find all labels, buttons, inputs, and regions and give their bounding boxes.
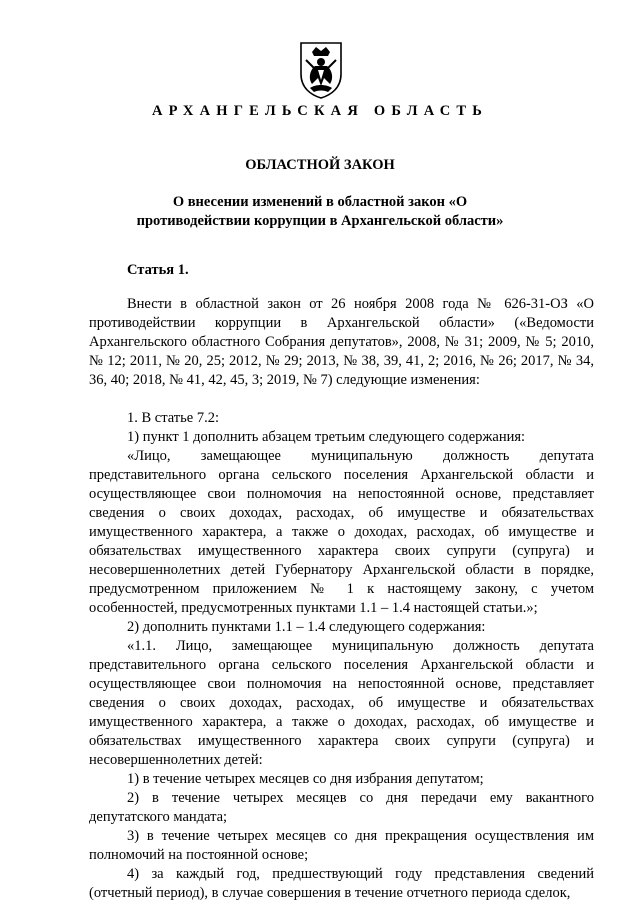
paragraph: «1.1. Лицо, замещающее муниципальную должность депутата представительного органа сельского поселения Архангельской области и осуществляющее свои полномочия на непостоянной основе, представляет сведения о своих доходах, расходах, об имуществе и обязательствах имущественного характера, а также о доходах, расходах, об имуществе и обязательствах имущественного характера своих супруги (супруга) и несовершеннолетних детей: (89, 638, 594, 768)
paragraph: 2) дополнить пунктами 1.1 – 1.4 следующего содержания: (127, 619, 486, 635)
coat-of-arms-emblem (298, 40, 344, 100)
paragraph: 3) в течение четырех месяцев со дня прекращения осуществления им полномочий на постоянной основе; (89, 828, 594, 863)
paragraph: 2) в течение четырех месяцев со дня передачи ему вакантного депутатского мандата; (89, 790, 594, 825)
paragraph: 1) пункт 1 дополнить абзацем третьим следующего содержания: (127, 429, 526, 445)
law-type-heading: ОБЛАСТНОЙ ЗАКОН (245, 157, 395, 173)
paragraph: Внести в областной закон от 26 ноября 2008 года № 626-31-ОЗ «О противодействии коррупции в Архангельской области» («Ведомости Архангельского областного Собрания депутатов», 2008, № 31; 2009, № 5; 2010, № 12; 2011, № 20, 25; 2012, № 29; 2013, № 38, 39, 41, 2; 2016, № 26; 2017, № 34, 36, 40; 2018, № 41, 42, 45, 3; 2019, № 7) следующие изменения: (89, 296, 594, 388)
paragraph: «Лицо, замещающее муниципальную должность депутата представительного органа сельского поселения Архангельской области и осуществляющее свои полномочия на непостоянной основе, представляет сведения о своих доходах, расходах, об имуществе и обязательствах имущественного характера, а также о доходах, расходах, об имуществе и обязательствах имущественного характера своих супруги (супруга) и несовершеннолетних детей Губернатору Архангельской области в порядке, предусмотренном приложением № 1 к настоящему закону, с учетом особенностей, предусмотренных пунктами 1.1 – 1.4 настоящей статьи.»; (89, 448, 594, 616)
paragraph: 1. В статье 7.2: (127, 410, 219, 426)
article-heading: Статья 1. (127, 262, 189, 278)
law-subtitle: О внесении изменений в областной закон «О противодействии коррупции в Архангельской области» (136, 194, 504, 229)
paragraph: 4) за каждый год, предшествующий году представления сведений (отчетный период), в случае совершения в течение отчетного периода сделок, (89, 866, 594, 901)
paragraph: 1) в течение четырех месяцев со дня избрания депутатом; (127, 771, 484, 787)
document-body (89, 295, 594, 903)
region-name: АРХАНГЕЛЬСКАЯ ОБЛАСТЬ (151, 103, 489, 119)
